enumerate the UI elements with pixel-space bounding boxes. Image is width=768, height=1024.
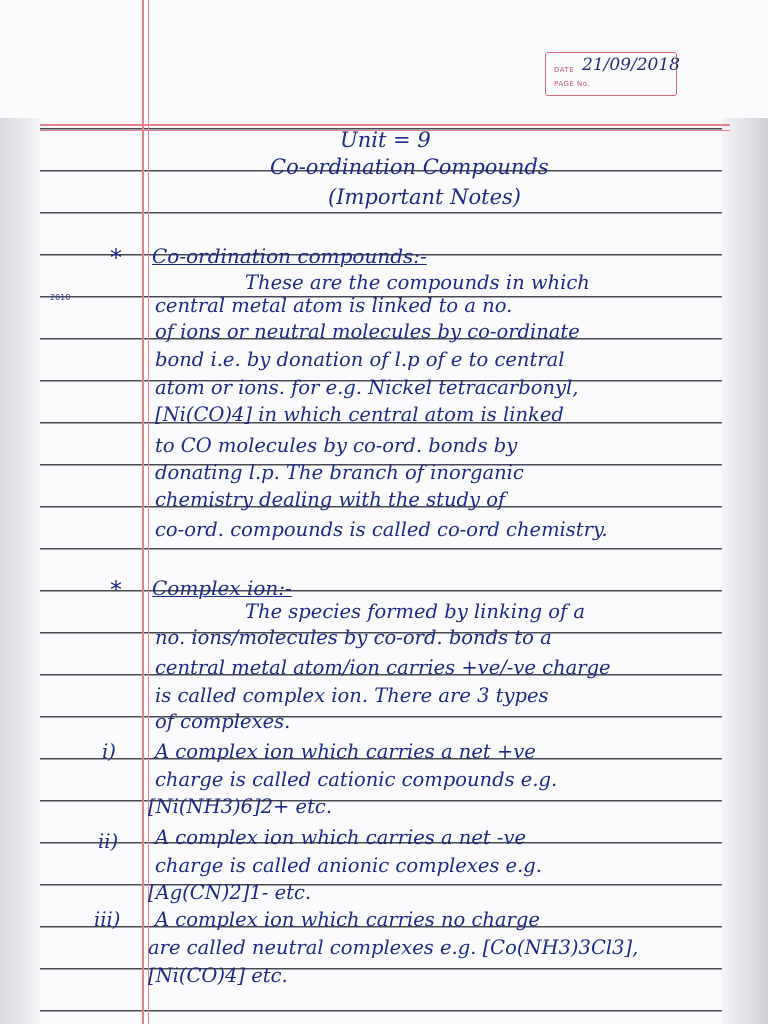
coordination-line: central metal atom is linked to a no. — [155, 294, 513, 317]
bullet-star-icon: * — [110, 244, 122, 272]
unit-title: Unit = 9 — [340, 128, 431, 152]
type-line: A complex ion which carries no charge — [155, 908, 540, 931]
coordination-line: donating l.p. The branch of inorganic — [155, 461, 524, 484]
list-marker: i) — [102, 740, 116, 763]
coordination-line: bond i.e. by donation of l.p of e to central — [155, 348, 565, 371]
coordination-line: atom or ions. for e.g. Nickel tetracarbonyl, — [155, 376, 579, 399]
list-marker: ii) — [98, 830, 119, 853]
date-page-box — [545, 52, 680, 96]
margin-rule — [142, 0, 149, 1024]
coordination-line: chemistry dealing with the study of — [155, 488, 506, 511]
type-line: are called neutral complexes e.g. [Co(NH3)3Cl3], — [148, 936, 639, 959]
complex-ion-line: no. ions/molecules by co-ord. bonds to a — [155, 626, 552, 649]
subtitle: (Important Notes) — [328, 185, 521, 209]
coordination-line: to CO molecules by co-ord. bonds by — [155, 434, 518, 457]
section-heading-complex-ion: Complex ion:- — [152, 576, 292, 600]
type-line: [Ni(NH3)6]2+ etc. — [148, 795, 333, 818]
margin-year-note: 2010 — [50, 293, 71, 302]
coordination-line: [Ni(CO)4] in which central atom is linked — [155, 403, 564, 426]
bullet-star-icon: * — [110, 576, 122, 604]
date-value: 21/09/2018 — [582, 55, 680, 75]
coordination-line: co-ord. compounds is called co-ord chemistry. — [155, 518, 608, 541]
complex-ion-line: of complexes. — [155, 710, 291, 733]
page-edge-left — [0, 0, 40, 1024]
list-marker: iii) — [94, 908, 121, 931]
type-line: charge is called anionic complexes e.g. — [155, 854, 542, 877]
type-line: A complex ion which carries a net +ve — [155, 740, 536, 763]
coordination-line: These are the compounds in which — [245, 271, 590, 294]
section-heading-coordination: Co-ordination compounds:- — [152, 244, 427, 268]
complex-ion-line: The species formed by linking of a — [245, 600, 586, 623]
complex-ion-line: central metal atom/ion carries +ve/-ve charge — [155, 656, 611, 679]
type-line: [Ni(CO)4] etc. — [148, 964, 288, 987]
page-edge-right — [722, 0, 768, 1024]
type-line: A complex ion which carries a net -ve — [155, 826, 527, 849]
coordination-line: of ions or neutral molecules by co-ordinate — [155, 320, 580, 343]
type-line: [Ag(CN)2]1- etc. — [148, 881, 312, 904]
page-label: PAGE No. — [554, 80, 591, 88]
date-label: DATE — [554, 66, 575, 74]
type-line: charge is called cationic compounds e.g. — [155, 768, 558, 791]
complex-ion-line: is called complex ion. There are 3 types — [155, 684, 549, 707]
topic-title: Co-ordination Compounds — [270, 155, 549, 179]
